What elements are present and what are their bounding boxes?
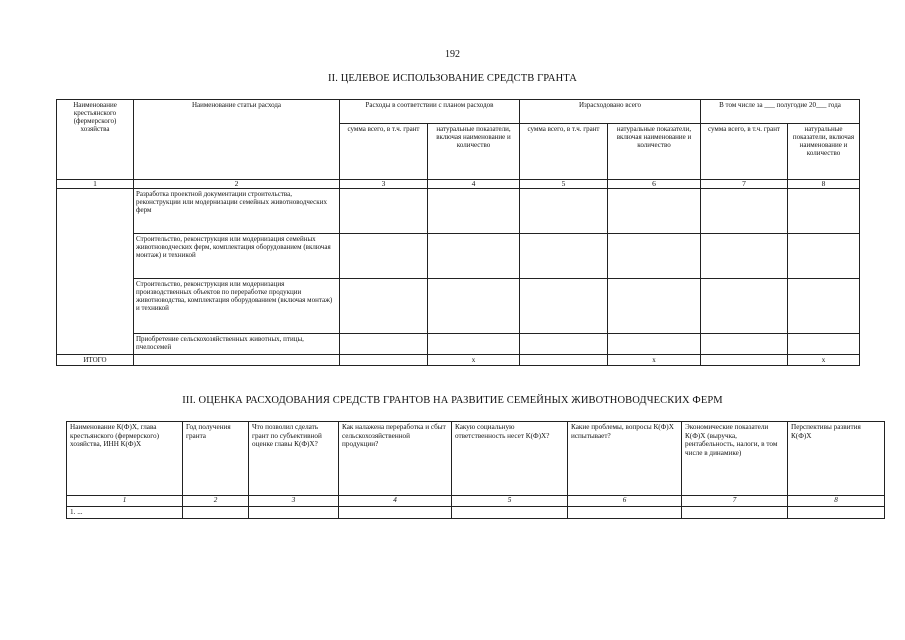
expense-item-label: Приобретение сельскохозяйственных животных, птицы, пчелосемей <box>134 334 340 355</box>
header-natural: натуральные показатели, включая наименование и количество <box>608 124 701 180</box>
data-cell[interactable] <box>428 189 520 234</box>
header-economic-indicators: Экономические показатели К(Ф)Х (выручка, рентабельность, налоги, в том числе в динамике) <box>682 422 788 496</box>
header-natural: натуральные показатели, включая наименование и количество <box>428 124 520 180</box>
col-number: 7 <box>682 496 788 507</box>
col-number: 3 <box>249 496 339 507</box>
col-number: 7 <box>701 180 788 189</box>
data-cell[interactable] <box>568 507 682 519</box>
data-cell[interactable] <box>701 189 788 234</box>
col-number: 4 <box>428 180 520 189</box>
grant-usage-table <box>56 99 860 366</box>
table-row <box>57 234 860 279</box>
data-cell[interactable] <box>701 334 788 355</box>
header-half-year: В том числе за ___ полугодие 20___ года <box>701 100 860 124</box>
page-number: 192 <box>445 49 460 60</box>
col-number: 5 <box>520 180 608 189</box>
data-cell[interactable] <box>134 355 340 366</box>
expense-item-label: Строительство, реконструкция или модернизация семейных животноводческих ферм, комплектация оборудованием (включая монтаж) и техникой <box>134 234 340 279</box>
header-grant-effect: Что позволил сделать грант по субъективной оценке главы К(Ф)Х? <box>249 422 339 496</box>
header-natural: натуральные показатели, включая наименование и количество <box>788 124 860 180</box>
data-cell[interactable] <box>788 189 860 234</box>
header-planned: Расходы в соответствии с планом расходов <box>340 100 520 124</box>
x-mark: x <box>788 355 860 366</box>
total-row <box>57 355 860 366</box>
data-cell[interactable] <box>340 279 428 334</box>
data-cell[interactable] <box>608 334 701 355</box>
x-mark: x <box>608 355 701 366</box>
header-sum-total: сумма всего, в т.ч. грант <box>520 124 608 180</box>
header-development-prospects: Перспективы развития К(Ф)Х <box>788 422 885 496</box>
data-cell[interactable] <box>452 507 568 519</box>
expense-item-label: Разработка проектной документации строительства, реконструкции или модернизации семейных животноводческих ферм <box>134 189 340 234</box>
header-processing-sales: Как налажена переработка и сбыт сельскохозяйственной продукции? <box>339 422 452 496</box>
section-3-title: III. ОЦЕНКА РАСХОДОВАНИЯ СРЕДСТВ ГРАНТОВ НА РАЗВИТИЕ СЕМЕЙНЫХ ЖИВОТНОВОДЧЕСКИХ ФЕРМ <box>182 395 723 406</box>
header-problems: Какие проблемы, вопросы К(Ф)Х испытывает? <box>568 422 682 496</box>
data-cell[interactable] <box>520 334 608 355</box>
header-expense-item: Наименование статьи расхода <box>134 100 340 180</box>
data-cell[interactable] <box>339 507 452 519</box>
table-row <box>57 334 860 355</box>
data-cell[interactable] <box>701 234 788 279</box>
header-sum-total: сумма всего, в т.ч. грант <box>340 124 428 180</box>
data-cell[interactable] <box>183 507 249 519</box>
x-mark: x <box>428 355 520 366</box>
data-cell[interactable] <box>340 355 428 366</box>
total-label: ИТОГО <box>57 355 134 366</box>
table-row <box>67 507 885 519</box>
col-number: 6 <box>608 180 701 189</box>
data-cell[interactable] <box>428 279 520 334</box>
data-cell[interactable] <box>608 279 701 334</box>
col-number: 8 <box>788 496 885 507</box>
data-cell[interactable] <box>340 334 428 355</box>
data-cell[interactable] <box>701 355 788 366</box>
data-cell[interactable] <box>520 189 608 234</box>
col-number: 4 <box>339 496 452 507</box>
col-number: 6 <box>568 496 682 507</box>
data-cell[interactable] <box>682 507 788 519</box>
data-cell[interactable] <box>788 234 860 279</box>
col-number: 1 <box>57 180 134 189</box>
data-cell[interactable] <box>520 279 608 334</box>
header-spent: Израсходовано всего <box>520 100 701 124</box>
header-social-responsibility: Какую социальную ответственность несет К(Ф)Х? <box>452 422 568 496</box>
col-number: 1 <box>67 496 183 507</box>
data-cell[interactable] <box>428 334 520 355</box>
col-number: 5 <box>452 496 568 507</box>
data-cell[interactable] <box>340 234 428 279</box>
expense-item-label: Строительство, реконструкция или модернизация производственных объектов по переработке продукции животноводства, комплектация оборудованием (включая монтаж) и техникой <box>134 279 340 334</box>
col-number: 3 <box>340 180 428 189</box>
data-cell[interactable] <box>520 355 608 366</box>
header-sum-total: сумма всего, в т.ч. грант <box>701 124 788 180</box>
col-number: 2 <box>134 180 340 189</box>
header-grant-year: Год получения гранта <box>183 422 249 496</box>
data-cell[interactable] <box>428 234 520 279</box>
col-number: 8 <box>788 180 860 189</box>
data-cell[interactable] <box>340 189 428 234</box>
table-row <box>57 189 860 234</box>
data-cell[interactable] <box>249 507 339 519</box>
data-cell[interactable] <box>608 234 701 279</box>
section-2-title: II. ЦЕЛЕВОЕ ИСПОЛЬЗОВАНИЕ СРЕДСТВ ГРАНТА <box>328 73 577 84</box>
table-row <box>57 279 860 334</box>
data-cell[interactable] <box>701 279 788 334</box>
farm-name-cell[interactable] <box>57 189 134 355</box>
data-cell[interactable] <box>520 234 608 279</box>
data-cell[interactable] <box>788 507 885 519</box>
data-cell[interactable] <box>788 334 860 355</box>
grant-evaluation-table <box>66 421 885 519</box>
data-cell[interactable] <box>788 279 860 334</box>
col-number: 2 <box>183 496 249 507</box>
first-row-label: 1. ... <box>67 507 183 519</box>
data-cell[interactable] <box>608 189 701 234</box>
header-farm-name: Наименование крестьянского (фермерского) хозяйства <box>57 100 134 180</box>
header-farm-inn: Наименование К(Ф)Х, глава крестьянского (фермерского) хозяйства, ИНН К(Ф)Х <box>67 422 183 496</box>
